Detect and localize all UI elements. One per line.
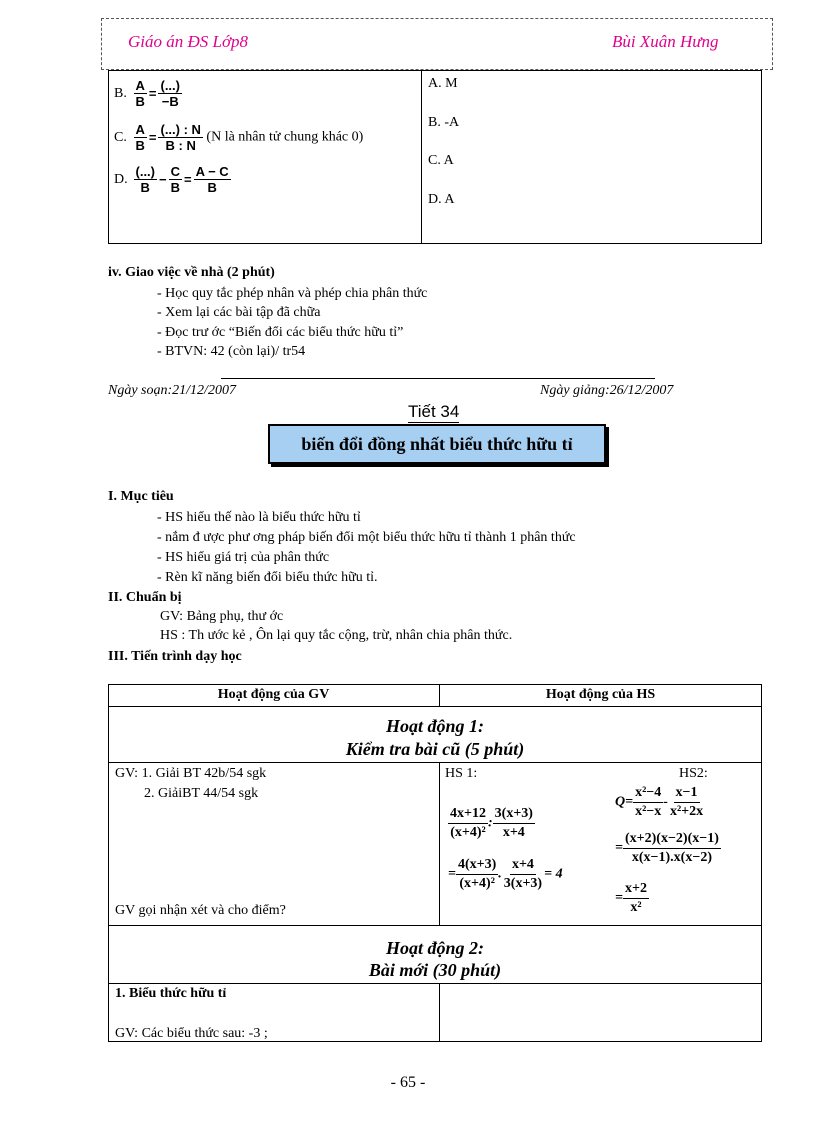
option-label: D. xyxy=(114,171,128,187)
answer-b: B. -A xyxy=(428,115,460,130)
hs2-step-3: = $\frac{x+2}{\text{x²}}$ xyxy=(615,881,647,915)
gv-task-2: 2. GiảiBT 44/54 sgk xyxy=(144,786,259,801)
column-header-gv: Hoạt động của GV xyxy=(217,687,330,702)
option-c: C. $\frac{A}{B}$ = $\frac{(...) : N}{B : N}$ (N là nhân tử chung khác 0) xyxy=(114,122,364,153)
option-label: B. xyxy=(114,85,127,101)
homework-item: - Đọc trư ớc “Biến đổi các biểu thức hữu tỉ” xyxy=(157,325,404,340)
homework-item: - BTVN: 42 (còn lại)/ tr54 xyxy=(157,344,306,359)
answer-c: C. A xyxy=(428,153,454,168)
option-d: D. $\frac{(...)}{B}$ − $\frac{C}{B}$ = $\frac{A - C}{B}$ xyxy=(114,164,229,195)
header-author: Bùi Xuân Hưng xyxy=(612,32,719,51)
table-hline xyxy=(108,983,762,984)
gv-new-lesson-title: 1. Biểu thức hữu tỉ xyxy=(115,986,227,1001)
date-taught: Ngày giảng:26/12/2007 xyxy=(540,383,674,398)
lesson-number: Tiết 34 xyxy=(408,402,460,421)
page-number: - 65 - xyxy=(390,1074,426,1091)
objective-item: - HS hiểu giá trị của phân thức xyxy=(157,550,330,565)
activity-2-title: Hoạt động 2: xyxy=(385,938,484,958)
objective-item: - HS hiểu thế nào là biểu thức hữu tỉ xyxy=(157,510,361,525)
option-b: B. $\frac{A}{B}$ = $\frac{(...)}{-B}$ xyxy=(114,78,180,109)
answer-d: D. A xyxy=(428,192,455,207)
objective-item: - Rèn kĩ năng biến đổi biểu thức hữu tỉ. xyxy=(157,570,378,585)
hs1-step-2: = $\frac{4(x+3)}{\text{(x+4)²}}$ . $\frac{x+4}{3(x+3)}$ = 4 xyxy=(448,857,563,891)
activity-2-subtitle: Bài mới (30 phút) xyxy=(368,960,502,980)
fraction: $\frac{(...)}{-B}$ xyxy=(160,78,180,109)
table-hline xyxy=(108,706,762,707)
activity-1-subtitle: Kiểm tra bài cũ (5 phút) xyxy=(345,739,525,759)
preparation-item: HS : Th ước kẻ , Ôn lại quy tắc cộng, trừ, nhân chia phân thức. xyxy=(160,628,513,643)
quiz-table-divider xyxy=(421,70,422,244)
fraction: $\frac{A}{B}$ xyxy=(135,122,145,153)
section-objectives-title: I. Mục tiêu xyxy=(108,489,174,504)
section-preparation-title: II. Chuẩn bị xyxy=(108,590,182,605)
fraction: $\frac{A - C}{B}$ xyxy=(195,164,229,195)
separator-line xyxy=(221,378,655,379)
answer-a: A. M xyxy=(428,76,458,91)
hs1-label: HS 1: xyxy=(445,766,478,781)
section-process-title: III. Tiến trình dạy học xyxy=(108,649,242,664)
option-note: (N là nhân tử chung khác 0) xyxy=(206,129,364,145)
gv-task-1: GV: 1. Giải BT 42b/54 sgk xyxy=(115,766,267,781)
fraction: $\frac{C}{B}$ xyxy=(170,164,180,195)
hs2-step-1: Q= $\frac{\text{x²−4}}{\text{x²−x}}$ - $\frac{x-1}{\text{x²+2x}}$ xyxy=(615,785,704,819)
fraction: $\frac{A}{B}$ xyxy=(135,78,145,109)
homework-title: iv. Giao việc về nhà (2 phút) xyxy=(108,265,275,280)
hs1-step-1: $\frac{4x+12}{\text{(x+4)²}}$ : $\frac{3(x+3)}{x+4}$ xyxy=(450,806,533,840)
column-header-hs: Hoạt động của HS xyxy=(545,687,656,702)
date-prepared: Ngày soạn:21/12/2007 xyxy=(108,383,236,398)
objective-item: - nắm đ ược phư ơng pháp biến đổi một biểu thức hữu tỉ thành 1 phân thức xyxy=(157,530,576,545)
lesson-title xyxy=(268,424,606,464)
lesson-title-text: biến đổi đồng nhất biểu thức hữu tỉ xyxy=(301,433,573,454)
table-vline xyxy=(439,983,440,1042)
fraction: $\frac{(...)}{B}$ xyxy=(135,164,155,195)
header-course: Giáo án ĐS Lớp8 xyxy=(128,32,249,51)
homework-item: - Xem lại các bài tập đã chữa xyxy=(157,305,321,320)
fraction: $\frac{(...) : N}{B : N}$ xyxy=(160,122,201,153)
homework-item: - Học quy tắc phép nhân và phép chia phân thức xyxy=(157,286,428,301)
gv-new-lesson-text: GV: Các biểu thức sau: -3 ; xyxy=(115,1026,268,1041)
hs2-step-2: = $\frac{(x+2)(x-2)(x-1)}{x(x-1).x(x-2)}$ xyxy=(615,831,719,865)
table-hline xyxy=(108,762,762,763)
table-vline xyxy=(439,762,440,925)
preparation-item: GV: Bảng phụ, thư ớc xyxy=(160,609,284,624)
activity-1-title: Hoạt động 1: xyxy=(385,716,484,736)
table-hline xyxy=(108,925,762,926)
hs2-label: HS2: xyxy=(679,766,708,781)
option-label: C. xyxy=(114,129,127,145)
gv-task-3: GV gọi nhận xét và cho điểm? xyxy=(115,903,286,918)
